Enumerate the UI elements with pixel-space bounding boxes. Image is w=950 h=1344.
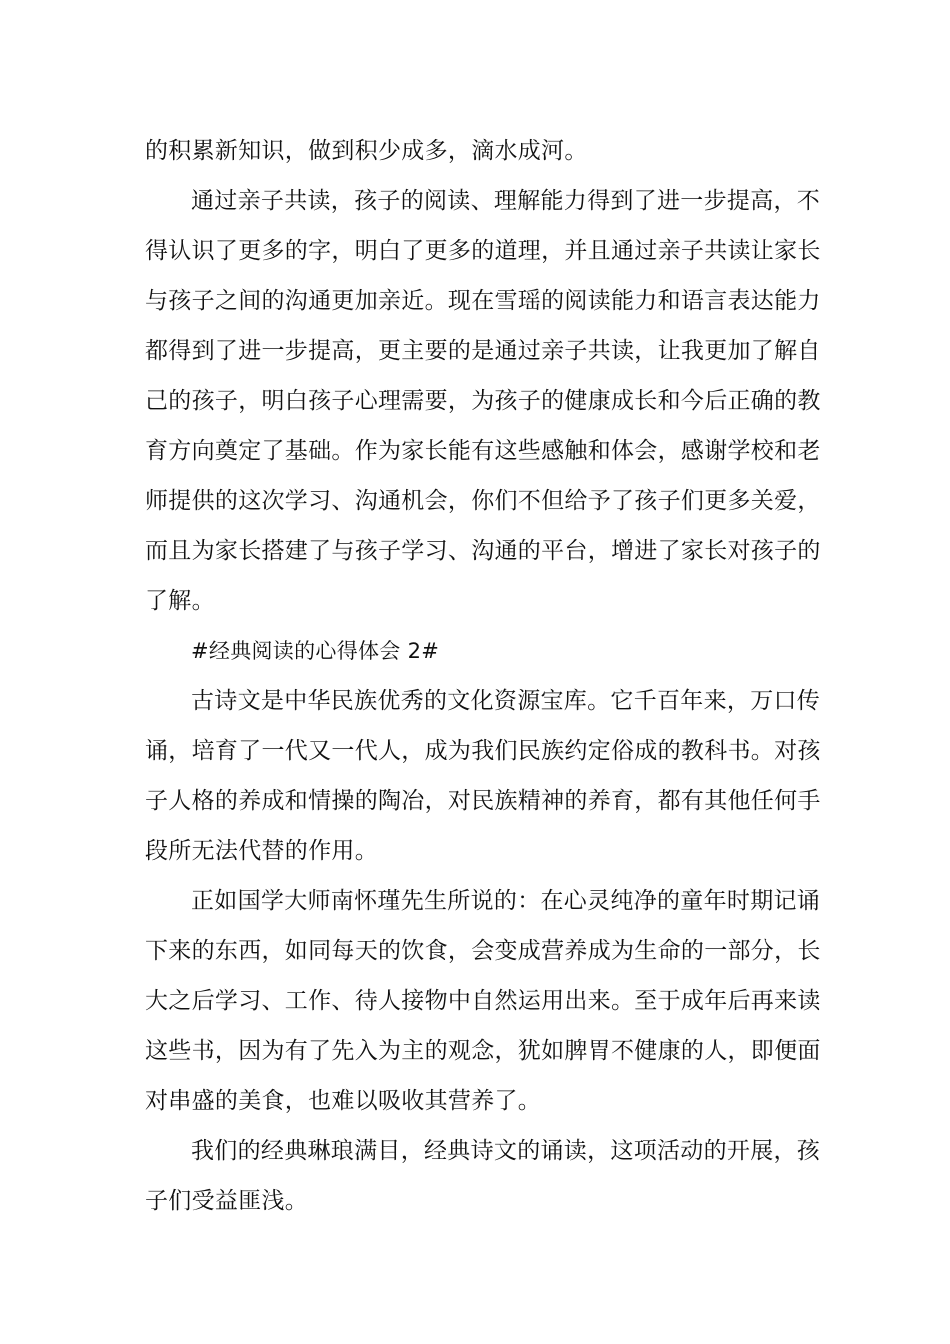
paragraph-start-line: 我们的经典琳琅满目，经典诗文的诵读，这项活动的开展，孩	[191, 1138, 821, 1164]
text-line: 对串盛的美食，也难以吸收其营养了。	[145, 1088, 542, 1114]
document-body	[145, 126, 821, 1226]
text-line: 都得到了进一步提高，更主要的是通过亲子共读，让我更加了解自	[145, 338, 821, 364]
text-line: 大之后学习、工作、待人接物中自然运用出来。至于成年后再来读	[145, 988, 821, 1014]
paragraph-start-line: 正如国学大师南怀瑾先生所说的：在心灵纯净的童年时期记诵	[191, 888, 821, 914]
text-line: 己的孩子，明白孩子心理需要，为孩子的健康成长和今后正确的教	[145, 388, 821, 414]
text-line: 下来的东西，如同每天的饮食，会变成营养成为生命的一部分，长	[145, 938, 821, 964]
text-line: 的积累新知识，做到积少成多，滴水成河。	[145, 138, 588, 164]
text-line: 师提供的这次学习、沟通机会，你们不但给予了孩子们更多关爱，	[145, 488, 821, 514]
text-line: 诵，培育了一代又一代人，成为我们民族约定俗成的教科书。对孩	[145, 738, 821, 764]
text-line: 这些书，因为有了先入为主的观念，犹如脾胃不健康的人，即便面	[145, 1038, 821, 1064]
text-line: 子人格的养成和情操的陶冶，对民族精神的养育，都有其他任何手	[145, 788, 821, 814]
text-line: 得认识了更多的字，明白了更多的道理，并且通过亲子共读让家长	[145, 238, 821, 264]
section-heading: #经典阅读的心得体会 2#	[191, 639, 440, 663]
text-line: 与孩子之间的沟通更加亲近。现在雪瑶的阅读能力和语言表达能力	[145, 288, 821, 314]
paragraph-start-line: 古诗文是中华民族优秀的文化资源宝库。它千百年来，万口传	[191, 688, 821, 714]
text-line: 子们受益匪浅。	[145, 1188, 309, 1214]
text-line: 而且为家长搭建了与孩子学习、沟通的平台，增进了家长对孩子的	[145, 538, 821, 564]
paragraph-start-line: 通过亲子共读，孩子的阅读、理解能力得到了进一步提高，不	[191, 188, 821, 214]
text-line: 了解。	[145, 588, 215, 614]
text-line: 段所无法代替的作用。	[145, 838, 378, 864]
text-line: 育方向奠定了基础。作为家长能有这些感触和体会，感谢学校和老	[145, 438, 821, 464]
